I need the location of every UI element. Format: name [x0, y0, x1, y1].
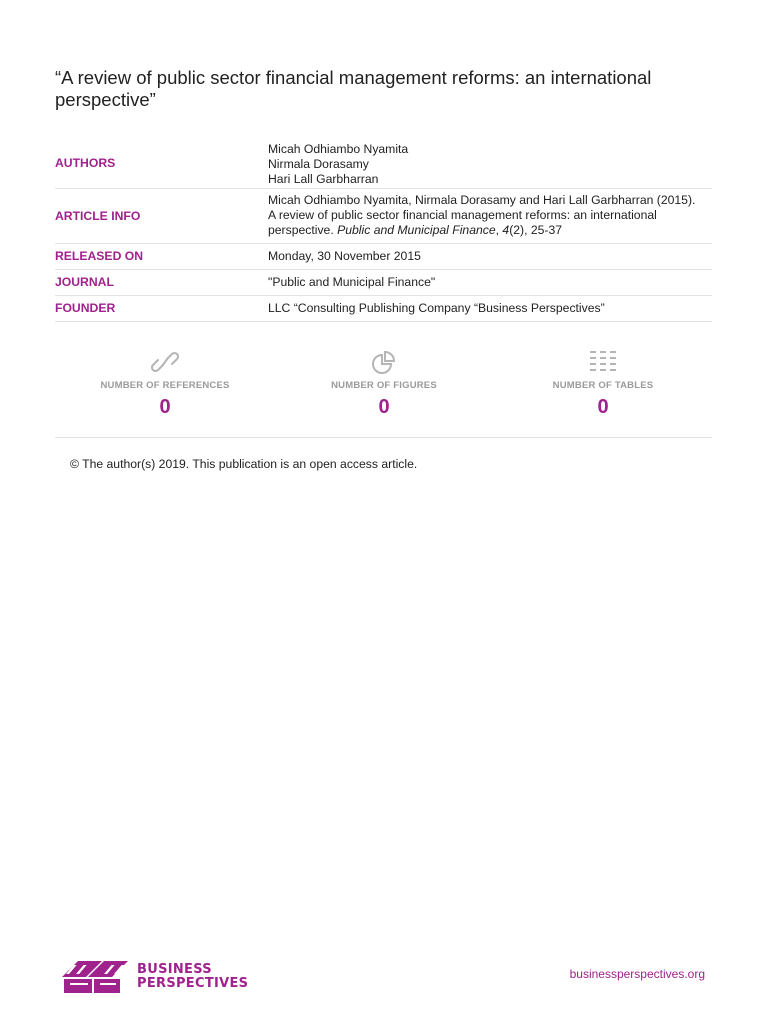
bp-logo-icon [62, 955, 130, 998]
article-info-label: ARTICLE INFO [55, 208, 141, 223]
article-info-row [55, 189, 712, 244]
table-icon [493, 348, 713, 376]
metadata-table [55, 138, 712, 322]
founder-row [55, 296, 712, 322]
journal-value: "Public and Municipal Finance" [268, 275, 436, 289]
logo-line-2: PERSPECTIVES [137, 975, 249, 991]
website-link[interactable]: businessperspectives.org [569, 967, 705, 981]
article-info-value [268, 189, 712, 243]
journal-label: JOURNAL [55, 275, 114, 289]
references-label: NUMBER OF REFERENCES [100, 380, 230, 391]
link-icon [55, 348, 275, 376]
figures-label: NUMBER OF FIGURES [331, 380, 437, 391]
citation-prefix: perspective. [268, 223, 338, 237]
author-name: Hari Lall Garbharran [268, 172, 379, 186]
author-name: Nirmala Dorasamy [268, 157, 369, 171]
citation-line: Micah Odhiambo Nyamita, Nirmala Dorasamy and Hari Lall Garbharran (2015). [268, 193, 696, 207]
citation-journal: Public and Municipal Finance [337, 223, 496, 237]
copyright-notice: © The author(s) 2019. This publication is an open access article. [70, 457, 418, 471]
founder-label: FOUNDER [55, 301, 116, 315]
citation-line: A review of public sector financial management reforms: an international [268, 208, 657, 222]
tables-count: 0 [597, 396, 609, 418]
released-value: Monday, 30 November 2015 [268, 249, 421, 263]
author-name: Micah Odhiambo Nyamita [268, 142, 409, 156]
article-title-line-2: perspective” [55, 89, 156, 110]
article-stats [55, 340, 712, 438]
authors-label: AUTHORS [55, 155, 116, 170]
released-label: RELEASED ON [55, 249, 144, 263]
citation-tail: (2), 25-37 [509, 223, 563, 237]
logo-wordmark [137, 963, 248, 991]
logo-line-1: BUSINESS [137, 961, 212, 977]
citation-volume: 4 [502, 223, 510, 237]
tables-stat [493, 348, 713, 419]
founder-value: LLC “Consulting Publishing Company “Business Perspectives” [268, 301, 605, 315]
article-title-line-1: “A review of public sector financial management reforms: an international [55, 67, 652, 88]
references-stat [55, 348, 275, 419]
released-row [55, 244, 712, 270]
article-title [55, 67, 715, 111]
figures-stat [274, 348, 494, 419]
authors-value [268, 138, 712, 188]
tables-label: NUMBER OF TABLES [552, 380, 654, 391]
journal-row [55, 270, 712, 296]
references-count: 0 [159, 396, 171, 418]
publisher-logo[interactable] [62, 955, 248, 998]
citation-sep: , [495, 223, 503, 237]
figures-count: 0 [378, 396, 390, 418]
citation-line [268, 223, 712, 238]
authors-row [55, 138, 712, 189]
pie-chart-icon [274, 348, 494, 376]
